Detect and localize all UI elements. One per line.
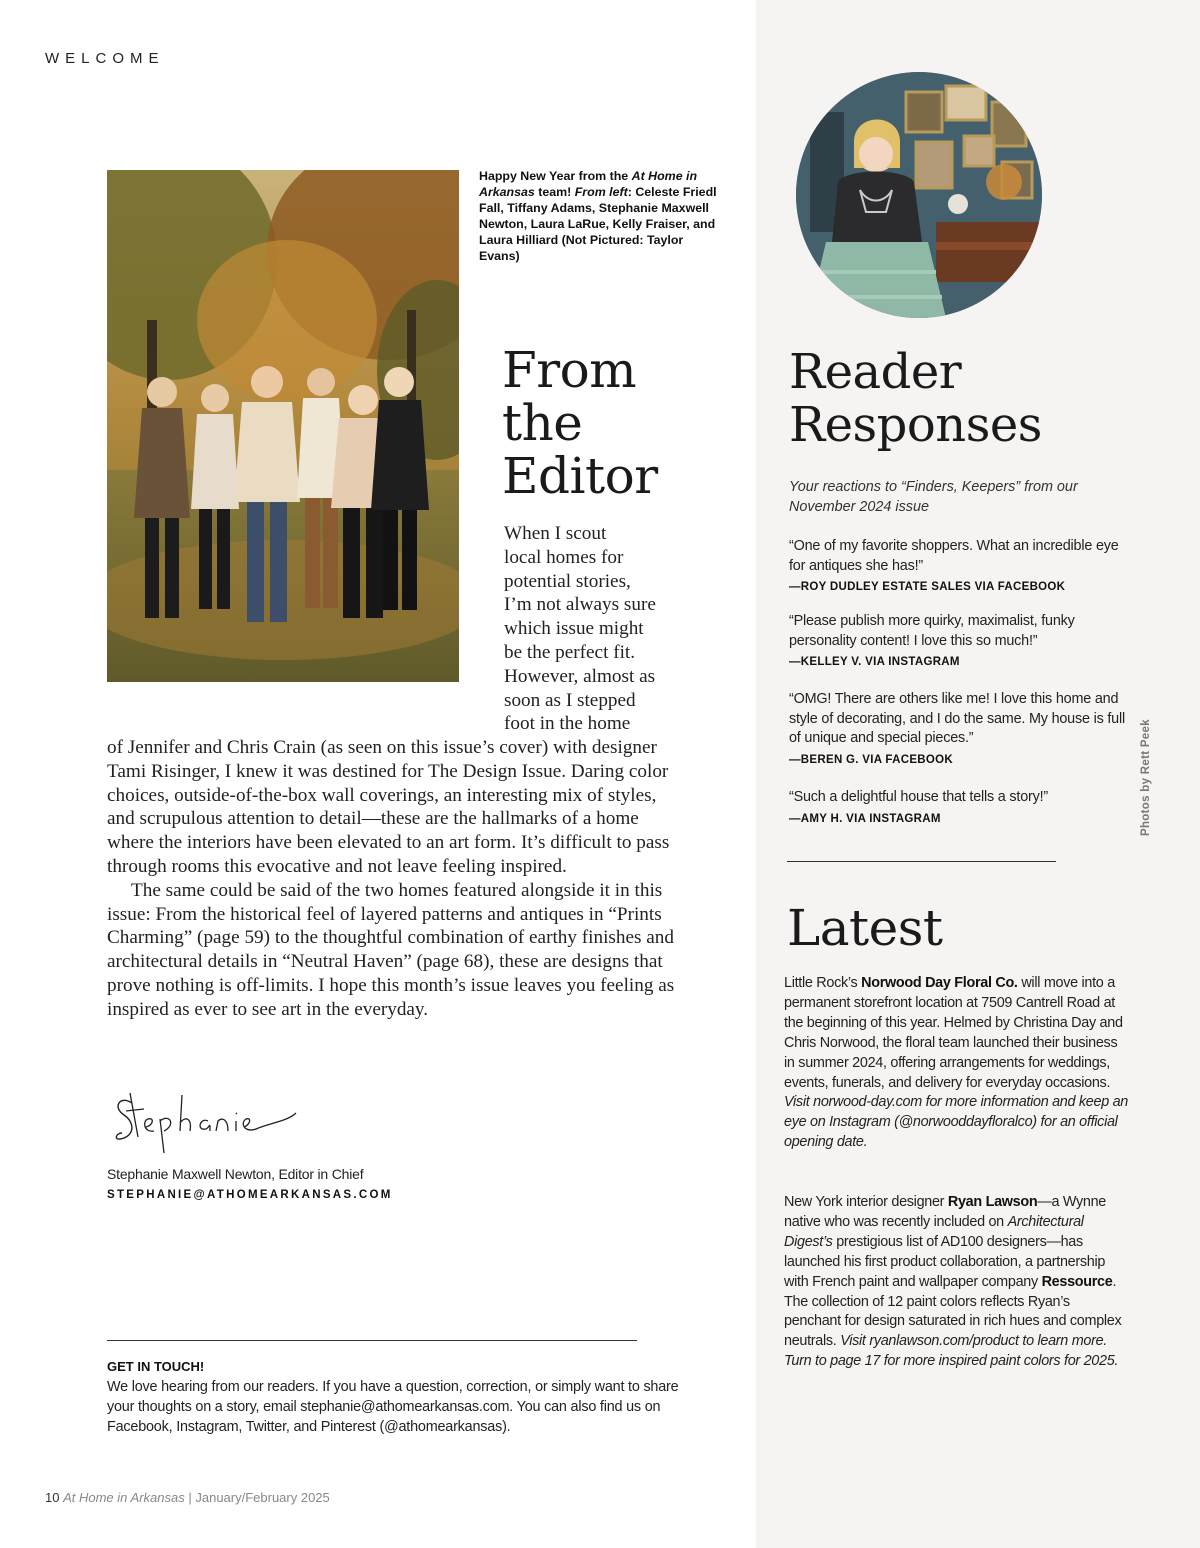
letter-line: potential stories, [504,570,631,592]
latest-text: will move into a permanent storefront location at 7509 Cantrell Road at the beginning of this year. Helmed by Christina Day and Chris Norwood, the floral team launched their business in summer 2024, offering arrangements for weddings, events, funerals, and delivery for everyday occasions. [784,975,1123,1091]
latest-text: . The collection of 12 paint colors reflects Ryan’s penchant for design saturated in rich hues and complex neutrals. [784,1273,1122,1350]
footer-issue: January/February 2025 [195,1490,330,1505]
latest-call-to-action: Visit ryanlawson.com/product to learn more. Turn to page 17 for more inspired paint colors for 2025. [784,1333,1119,1370]
divider [787,861,1056,862]
letter-paragraph: The same could be said of the two homes featured alongside it in this issue: From the historical feel of layered patterns and antiques in “Prints Charming” (page 59) to the thoughtful combination of earthy finishes and architectural details in “Neutral Haven” (page 68), these are designs that prove nothing is off-limits. I hope this month’s issue leaves you feeling as inspired as ever to see art in the everyday. [107,879,675,1020]
editor-portrait-illustration [796,72,1042,318]
letter-line: soon as I stepped [504,689,636,711]
letter-line: However, almost as [504,665,656,687]
footer-magazine-name: At Home in Arkansas [63,1490,185,1505]
letter-paragraph: of Jennifer and Chris Crain (as seen on this issue’s cover) with designer Tami Risinger, I knew it was destined for The Design Issue. Daring color choices, outside-of-the-box wall coverings, an interesting mix of styles, and scrupulous attention to detail—these are the hallmarks of a home where the interiors have been elevated to an art form. It’s difficult to pass through rooms this evocative and not leave feeling inspired. [107,737,670,877]
editor-portrait [796,72,1042,318]
page-footer [45,1490,330,1505]
latest-text: prestigious list of AD100 designers—has launched his first product collaboration, a partnership with French paint and wallpaper company [784,1233,1106,1290]
get-in-touch-body: We love hearing from our readers. If you have a question, correction, or simply want to share your thoughts on a story, email stephanie@athomearkansas.com. You can also find us on Facebook, Instagram, Twitter, and Pinterest (@athomearkansas). [107,1379,679,1435]
divider [107,1340,637,1341]
caption-text: team! [534,184,575,199]
section-label: WELCOME [45,50,165,67]
team-photo-illustration [107,170,459,682]
editor-title [502,341,658,505]
latest-designer-name: Ryan Lawson [947,1194,1038,1210]
editor-email-link[interactable]: STEPHANIE@ATHOMEARKANSAS.COM [107,1189,393,1201]
latest-publication-name: Architectural Digest’s [784,1213,1084,1250]
latest-text: New York interior designer [784,1194,948,1210]
photo-credit: Photos by Rett Peek [1140,719,1152,836]
editor-name: Stephanie Maxwell Newton, Editor in Chief [107,1166,364,1182]
quote-attribution: —ROY DUDLEY ESTATE SALES VIA FACEBOOK [789,581,1066,594]
editor-title-line: From [502,341,637,399]
signature-image [110,1085,310,1155]
latest-title: Latest [787,899,943,957]
caption-magazine-name: At Home in Arkansas [479,169,698,199]
reader-quote [789,788,1134,829]
latest-text: —a Wynne native who was recently included on [784,1194,1107,1230]
letter-line: I’m not always sure [504,594,656,616]
latest-text: Little Rock’s [784,975,862,991]
quote-attribution: —BEREN G. VIA FACEBOOK [789,753,953,766]
editor-letter-body [107,736,687,1022]
editor-title-line: Editor [502,447,658,505]
team-photo [107,170,459,682]
quote-text: “OMG! There are others like me! I love this home and style of decorating, and I do the same. My house is full of unique and special pieces.” [789,691,1125,747]
latest-business-name: Norwood Day Floral Co. [861,975,1018,991]
latest-call-to-action: Visit norwood-day.com for more information and keep an eye on Instagram (@norwooddayfloralco) for an official opening date. [784,1094,1129,1151]
caption-from-left: From left [574,184,628,199]
letter-line: be the perfect fit. [504,641,636,663]
latest-item [784,974,1129,1153]
quote-attribution: —KELLEY V. VIA INSTAGRAM [789,656,960,669]
reader-responses-intro: Your reactions to “Finders, Keepers” from our November 2024 issue [789,479,1078,515]
letter-line: foot in the home [504,713,631,735]
quote-text: “Please publish more quirky, maximalist, funky personality content! I love this so much!” [789,613,1075,649]
page-number: 10 [45,1490,60,1505]
footer-separator: | [188,1490,192,1505]
quote-text: “One of my favorite shoppers. What an incredible eye for antiques she has!” [789,538,1119,574]
letter-line: which issue might [504,618,644,640]
editor-letter-intro [504,522,734,736]
reader-quote [789,690,1134,770]
letter-line: When I scout [504,523,607,544]
quote-text: “Such a delightful house that tells a story!” [789,789,1048,805]
photo-caption [479,169,724,264]
letter-line: local homes for [504,546,624,568]
reader-quote [789,612,1134,673]
reader-responses-title [789,346,1042,452]
caption-names: : Celeste Friedl Fall, Tiffany Adams, Stephanie Maxwell Newton, Laura LaRue, Kelly Fraiser, and Laura Hilliard (Not Pictured: Taylor Evans) [479,184,717,263]
editor-title-line: the [502,394,583,452]
quote-attribution: —AMY H. VIA INSTAGRAM [789,812,941,825]
caption-text: Happy New Year from the [479,169,632,183]
reader-responses-title-line: Reader [789,344,962,400]
latest-company-name: Ressource [1041,1273,1113,1290]
reader-quote [789,537,1134,598]
reader-responses-title-line: Responses [789,397,1042,453]
get-in-touch-heading: GET IN TOUCH! [107,1359,205,1374]
latest-item [784,1193,1129,1372]
